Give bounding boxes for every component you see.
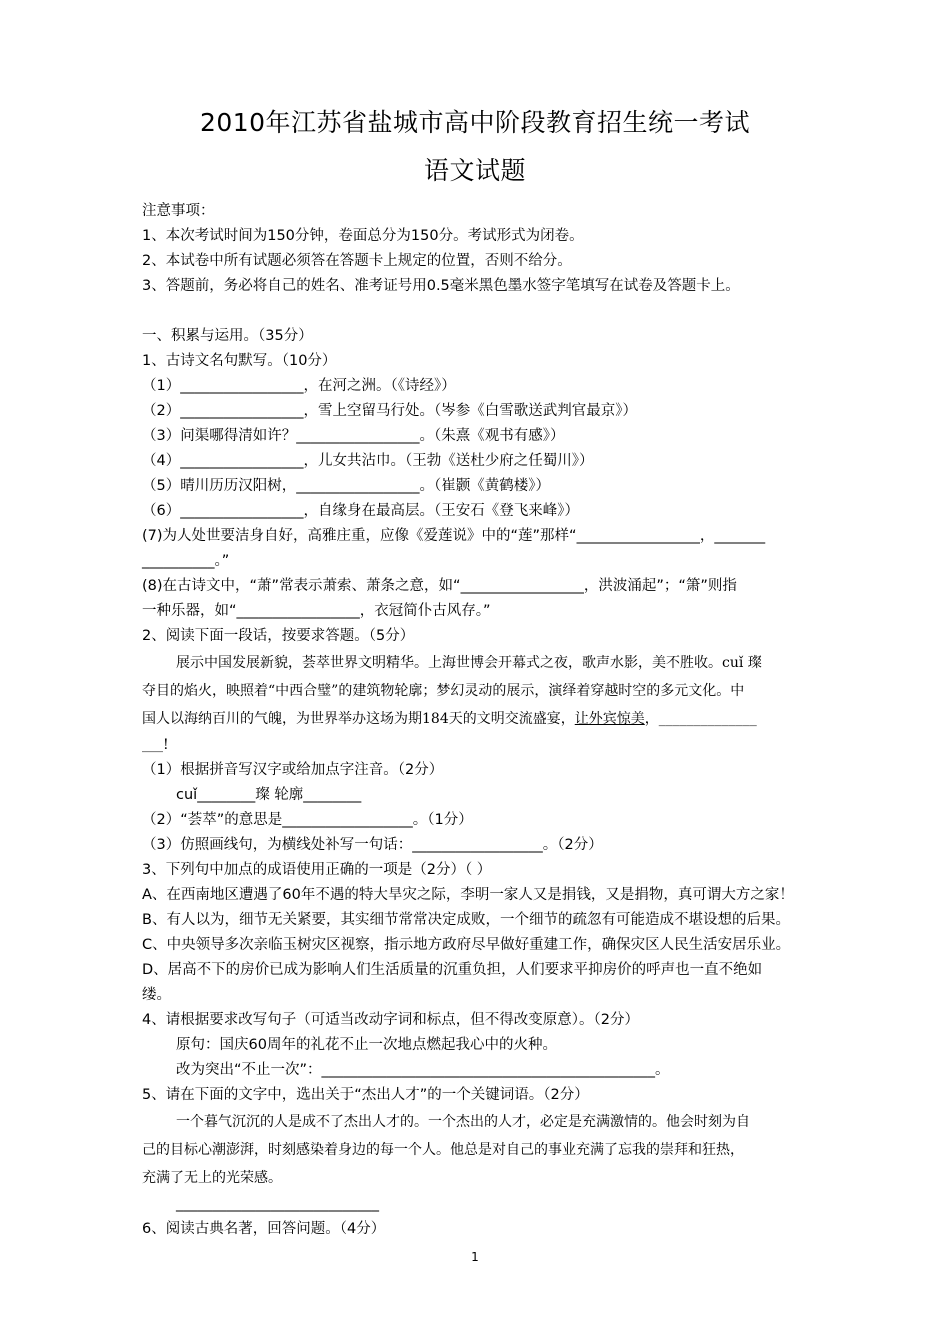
question-heading: 2、阅读下面一段话，按要求答题。（5分） [142,628,415,644]
option-a: A、在西南地区遭遇了60年不遇的特大旱灾之际，李明一家人又是捐钱，又是捐物，真可谓大方之家！ [142,887,794,903]
question-item: （6）_________________，自缘身在最高层。（王安石《登飞来峰》） [142,503,579,519]
question-heading: 1、古诗文名句默写。（10分） [142,353,337,369]
answer-line: ____________________________ [176,1196,379,1212]
passage-line: 夺目的焰火，映照着“中西合璧”的建筑物轮廓；梦幻灵动的展示，演绎着穿越时空的多元文化。中 [142,683,745,699]
rewrite-line: 改为突出“不止一次”：______________________________________________。 [176,1062,670,1078]
question-item: （1）_________________，在河之洲。（《诗经》） [142,378,456,394]
question-item: （4）_________________，儿女共沾巾。（王勃《送杜少府之任蜀川》） [142,453,594,469]
sub-question: （2）“荟萃”的意思是__________________。（1分） [142,812,473,828]
sub-question: （3）仿照画线句，为横线处补写一句话：__________________。（2分） [142,837,603,853]
question-heading: 5、请在下面的文字中，选出关于“杰出人才”的一个关键词语。（2分） [142,1087,589,1103]
underlined-sentence: 让外宾惊美 [574,711,645,727]
passage-line: 一个暮气沉沉的人是成不了杰出人才的。一个杰出的人才，必定是充满激情的。他会时刻为自 [176,1114,750,1130]
passage-line [142,705,864,733]
question-item: (8)在古诗文中，“萧”常表示萧索、萧条之意，如“_________________，洪波涌起”；“箫”则指 [142,578,737,594]
passage-blank: ，______________ [644,711,757,727]
notice-item: 3、答题前，务必将自己的姓名、准考证号用0.5毫米黑色墨水签字笔填写在试卷及答题卡上。 [142,278,740,294]
sub-answer: cuǐ________璨 轮廓________ [176,787,362,803]
passage-text: 国人以海纳百川的气魄，为世界举办这场为期184天的文明交流盛宴， [142,711,575,727]
question-item: (7)为人处世要洁身自好，高雅庄重，应像《爱莲说》中的“莲”那样“_________________，_______ [142,528,766,544]
question-item: （5）晴川历历汉阳树，_________________。（崔颢《黄鹤楼》） [142,478,550,494]
notice-item: 1、本次考试时间为150分钟，卷面总分为150分。考试形式为闭卷。 [142,228,584,244]
question-heading: 4、请根据要求改写句子（可适当改动字词和标点，但不得改变原意）。（2分） [142,1012,639,1028]
section-heading: 一、积累与运用。（35分） [142,328,313,344]
option-d: D、居高不下的房价已成为影响人们生活质量的沉重负担，人们要求平抑房价的呼声也一直不绝如 [142,962,763,978]
question-heading: 6、阅读古典名著，回答问题。（4分） [142,1221,386,1237]
notice-heading: 注意事项： [142,203,215,219]
passage-line: 充满了无上的光荣感。 [142,1170,282,1186]
option-b: B、有人以为，细节无关紧要，其实细节常常决定成败，一个细节的疏忽有可能造成不堪设想的后果。 [142,912,790,928]
question-item: （3）问渠哪得清如许？_________________。（朱熹《观书有感》） [142,428,565,444]
original-sentence: 原句：国庆60周年的礼花不止一次地点燃起我心中的火种。 [176,1037,557,1053]
exam-title: 2010年江苏省盐城市高中阶段教育招生统一考试 [199,108,751,137]
passage-line: ___! [142,737,169,753]
exam-subtitle: 语文试题 [423,156,526,185]
option-c: C、中央领导多次亲临玉树灾区视察，指示地方政府尽早做好重建工作，确保灾区人民生活安居乐业。 [142,937,791,953]
exam-body [142,199,864,1242]
notice-item: 2、本试卷中所有试题必须答在答题卡上规定的位置，否则不给分。 [142,253,572,269]
option-d-cont: 缕。 [142,987,171,1003]
spacer [142,299,864,324]
passage-line: 己的目标心潮澎湃，时刻感染着身边的每一个人。他总是对自己的事业充满了忘我的崇拜和狂热， [142,1142,744,1158]
question-item: （2）_________________，雪上空留马行处。（岑参《白雪歌送武判官最京》） [142,403,637,419]
page-number: 1 [471,1250,479,1264]
question-heading: 3、下列句中加点的成语使用正确的一项是（2分）（ ） [142,862,492,878]
question-item: __________。” [142,553,230,569]
passage-line: 展示中国发展新貌，荟萃世界文明精华。上海世博会开幕式之夜，歌声水影，美不胜收。cuǐ 璨 [176,655,762,671]
question-item: 一种乐器，如“_________________，衣冠简仆古风存。” [142,603,491,619]
sub-question: （1）根据拼音写汉字或给加点字注音。（2分） [142,762,444,778]
